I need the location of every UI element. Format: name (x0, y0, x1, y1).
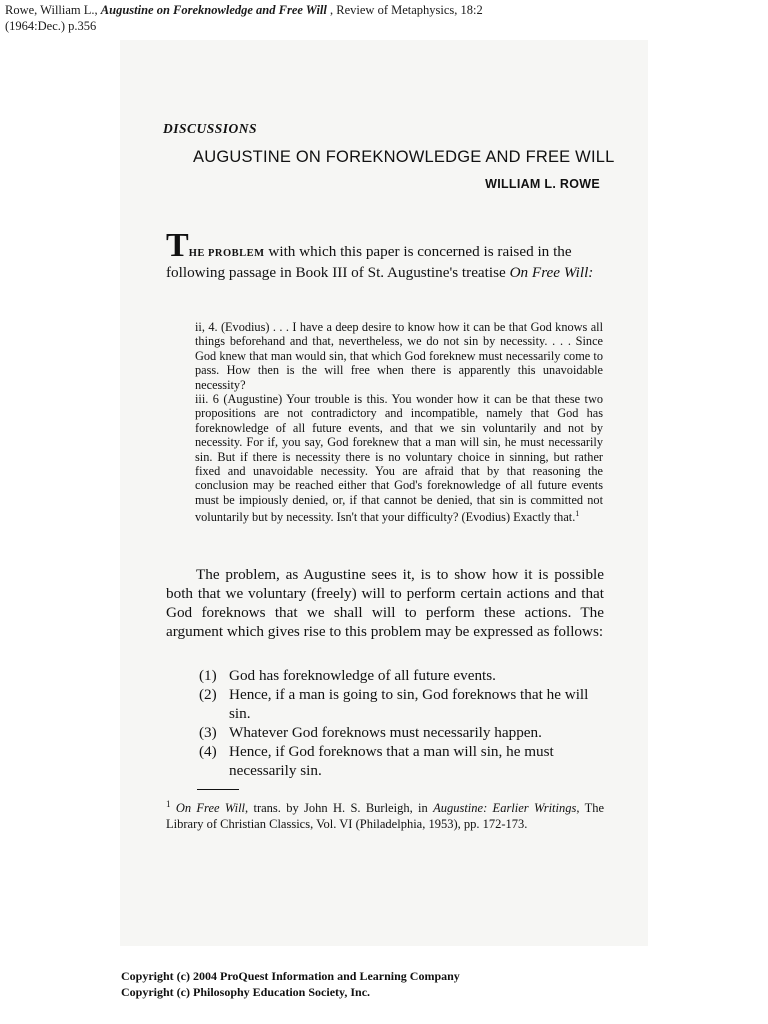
footnote (166, 796, 604, 832)
citation-header (5, 2, 705, 34)
list-item-label: (2) (199, 686, 217, 703)
opening-work-title: On Free Will: (509, 263, 594, 281)
citation-line2: (1964:Dec.) p.356 (5, 19, 97, 33)
opening-paragraph (166, 227, 602, 282)
list-item-text: God has foreknowledge of all future events. (229, 667, 496, 684)
numbered-list (199, 666, 605, 780)
footnote-book-title: Augustine: Earlier Writings (433, 801, 577, 816)
footnote-text: , The Library of Christian Classics, Vol. VI (Philadelphia, 1953), pp. 172-173. (166, 801, 605, 832)
footnote-divider (197, 789, 239, 790)
section-label: DISCUSSIONS (163, 121, 258, 136)
body-paragraph (166, 565, 604, 641)
list-item-text: Hence, if a man is going to sin, God foreknows that he will sin. (229, 686, 589, 722)
list-item (199, 723, 605, 742)
citation-prefix: Rowe, William L., (5, 3, 101, 17)
footnote-marker: 1 (166, 799, 171, 809)
footnote-reference: 1 (575, 509, 580, 519)
block-quote (195, 320, 603, 525)
list-item-label: (1) (199, 667, 217, 684)
citation-title: Augustine on Foreknowledge and Free Will (100, 3, 327, 17)
drop-cap: T (166, 227, 189, 264)
article-title: AUGUSTINE ON FOREKNOWLEDGE AND FREE WILL (193, 148, 615, 166)
list-item-label: (4) (199, 743, 217, 760)
list-item-text: Hence, if God foreknows that a man will sin, he must necessarily sin. (229, 743, 554, 779)
copyright-notice (121, 968, 681, 1000)
quote-paragraph: ii, 4. (Evodius) . . . I have a deep desire to know how it can be that God knows all things beforehand and that, nevertheless, we do not sin by necessity. . . . Since God knew that man would sin, that which God foreknew must necessarily come to pass. How then is the will free when there is apparently this unavoidable necessity? (195, 320, 603, 392)
opening-smallcaps: HE PROBLEM (188, 248, 265, 259)
copyright-line: Copyright (c) Philosophy Education Society, Inc. (121, 985, 371, 999)
list-item-label: (3) (199, 724, 217, 741)
list-item (199, 685, 605, 723)
body-text: The problem, as Augustine sees it, is to show how it is possible both that we voluntary (freely) will to perform certain actions and that God foreknows that we shall will to perform these actions. The argument which gives rise to this problem may be expressed as follows: (166, 566, 604, 640)
quote-paragraph: iii. 6 (Augustine) Your trouble is this. You wonder how it can be that these two propositions are not contradictory and incompatible, namely that God has foreknowledge of all future events, and that we sin voluntarily and not by necessity. For if, you say, God foreknew that a man will sin, he must necessarily sin. But if there is necessity there is no voluntary choice in sinning, but rather fixed and unavoidable necessity. You are afraid that by that reasoning the conclusion may be reached either that God's foreknowledge of all future events must be impiously denied, or, if that cannot be denied, that sin is committed not voluntarily but by necessity. Isn't that your difficulty? (Evodius) Exactly that.$^1$ (195, 392, 603, 525)
copyright-line: Copyright (c) 2004 ProQuest Information and Learning Company (121, 969, 460, 983)
article-author: WILLIAM L. ROWE (485, 177, 600, 191)
list-item (199, 742, 605, 780)
footnote-text: , trans. by John H. S. Burleigh, in (245, 801, 434, 816)
citation-suffix: , Review of Metaphysics, 18:2 (326, 3, 483, 17)
footnote-work-title: On Free Will (175, 801, 246, 816)
list-item-text: Whatever God foreknows must necessarily happen. (229, 724, 542, 741)
list-item (199, 666, 605, 685)
opening-text: with which this paper is concerned is raised in the following passage in Book III of St. Augustine's treatise (166, 243, 572, 281)
